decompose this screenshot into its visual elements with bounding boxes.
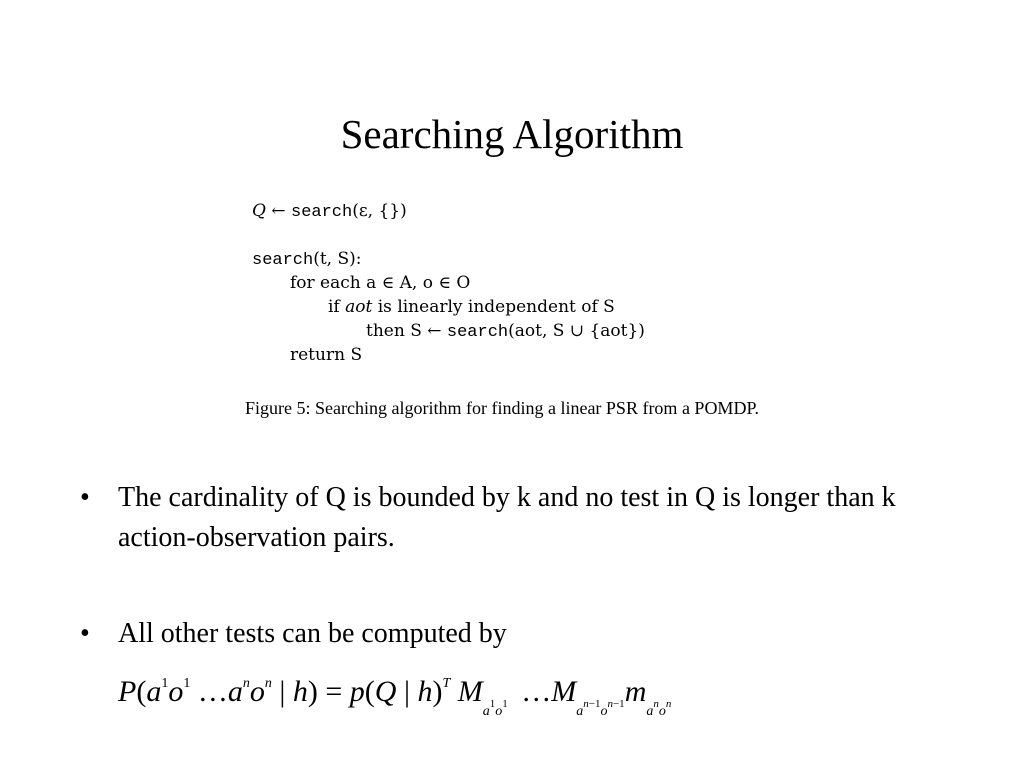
algo-recursive-call: search [446, 323, 509, 342]
algorithm-line-6: return S [290, 345, 363, 365]
algo-if-rest: is linearly independent of S [372, 297, 615, 317]
algorithm-line-5 [252, 319, 645, 343]
algorithm-line-1 [252, 199, 645, 223]
algo-search-def-args: (t, S): [313, 249, 362, 269]
algo-aot: aot [345, 297, 373, 317]
algo-search-args: (ε, {}) [352, 201, 407, 221]
bullet-text: All other tests can be computed by [118, 618, 507, 649]
bullet-marker: • [80, 482, 90, 513]
algo-search-def: search [252, 251, 314, 270]
algo-search-call: search [291, 203, 353, 222]
algo-if: if [328, 297, 346, 317]
algorithm-blank-line [252, 223, 645, 247]
algorithm-line-3: for each a ∈ A, o ∈ O [290, 273, 471, 293]
bullet-item [80, 614, 900, 654]
algorithm-line-2 [252, 247, 645, 271]
bullet-marker: • [80, 618, 90, 649]
algo-arrow: ← [265, 201, 291, 221]
algo-recursive-args: (aot, S ∪ {aot}) [508, 321, 645, 341]
bullet-text: The cardinality of Q is bounded by k and no test in Q is longer than k action-observation pairs. [118, 482, 896, 553]
figure-caption: Figure 5: Searching algorithm for finding a linear PSR from a POMDP. [245, 398, 759, 418]
probability-formula: $P(a^1o^1$ $\dots a^no^n$ | h) = p(Q | h)$^T$ $M_{a^1o^1}$ $\dots M_{a^{n-1}o^{n-1}}m_{a^no^n}$ [118, 675, 672, 719]
algorithm-line-4 [252, 295, 645, 319]
algo-then: then S ← [366, 321, 447, 341]
algorithm-figure [252, 199, 645, 367]
slide-title: Searching Algorithm [340, 111, 684, 157]
bullet-item [80, 478, 900, 558]
algo-q: Q [252, 201, 266, 221]
